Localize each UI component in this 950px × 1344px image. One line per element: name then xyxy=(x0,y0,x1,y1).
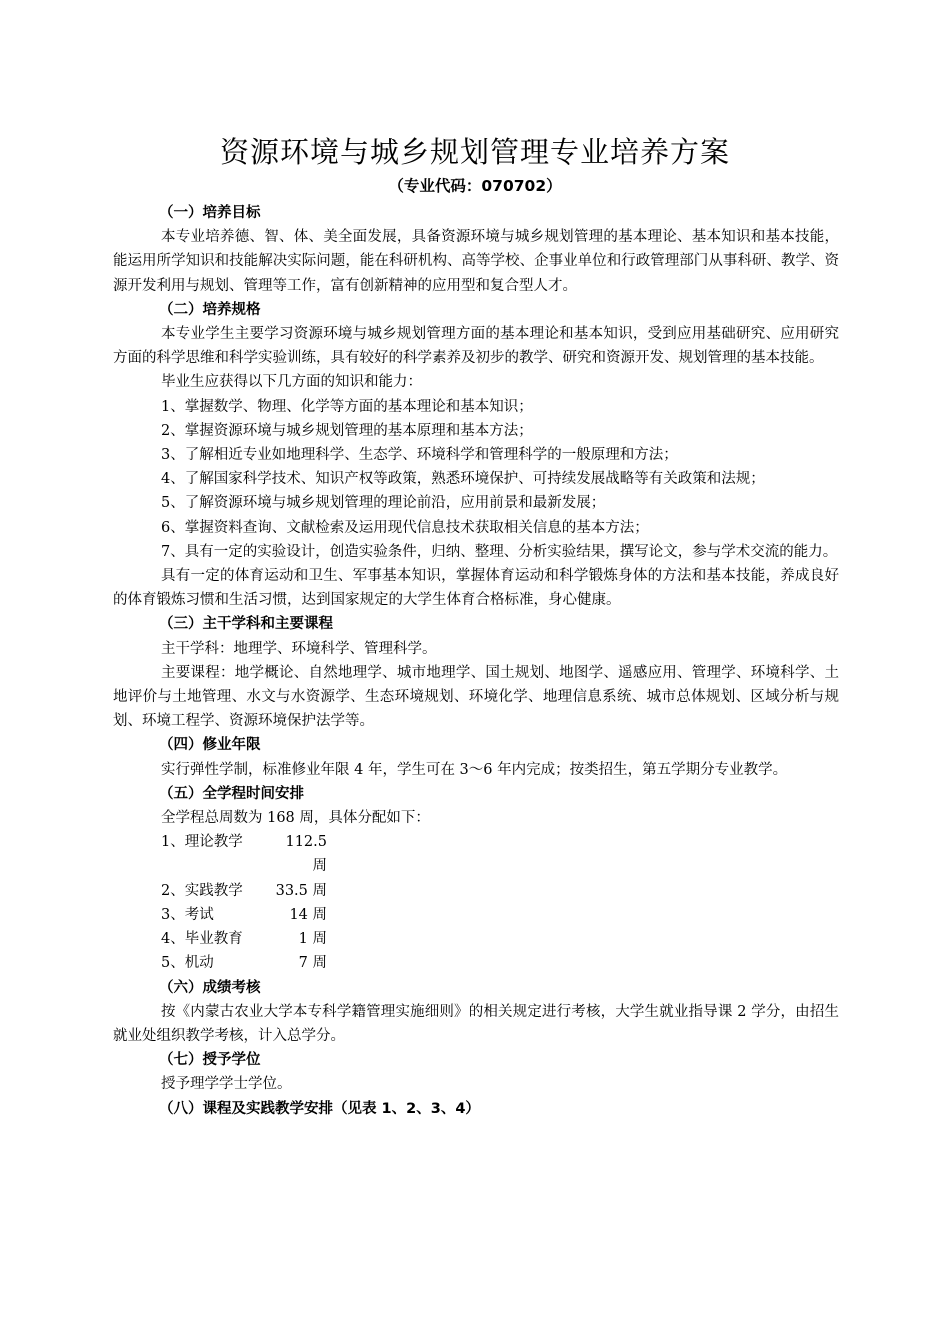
section-heading-study-duration: （四）修业年限 xyxy=(159,737,261,754)
list-item: 4、了解国家科学技术、知识产权等政策，熟悉环境保护、可持续发展战略等有关政策和法规； xyxy=(161,471,765,488)
schedule-row xyxy=(113,903,839,927)
schedule-row xyxy=(113,879,839,903)
paragraph-objectives: 本专业培养德、智、体、美全面发展，具备资源环境与城乡规划管理的基本理论、基本知识和基本技能，能运用所学知识和技能解决实际问题，能在科研机构、高等学校、企事业单位和行政管理部门从事科研、教学、资源开发利用与规划、管理等工作，富有创新精神的应用型和复合型人才。 xyxy=(113,229,839,294)
schedule-weeks: 1 周 xyxy=(298,931,327,948)
schedule-weeks: 7 周 xyxy=(298,955,327,972)
paragraph-degree: 授予理学学士学位。 xyxy=(161,1076,292,1093)
document-title: 资源环境与城乡规划管理专业培养方案 xyxy=(219,135,730,169)
schedule-item: 5、机动 xyxy=(161,955,214,972)
section-heading-assessment: （六）成绩考核 xyxy=(159,979,261,996)
schedule-weeks: 33.5 周 xyxy=(275,882,327,899)
section-heading-disciplines-courses: （三）主干学科和主要课程 xyxy=(159,616,333,633)
paragraph-graduate-abilities-intro: 毕业生应获得以下几方面的知识和能力： xyxy=(161,374,422,391)
schedule-item: 1、理论教学 xyxy=(161,834,243,851)
section-heading-degree: （七）授予学位 xyxy=(159,1052,261,1069)
paragraph-study-duration: 实行弹性学制，标准修业年限 4 年，学生可在 3～6 年内完成；按类招生，第五学期分专业教学。 xyxy=(161,761,788,778)
paragraph-main-courses: 主要课程：地学概论、自然地理学、城市地理学、国土规划、地图学、遥感应用、管理学、环境科学、土地评价与土地管理、水文与水资源学、生态环境规划、环境化学、地理信息系统、城市总体规划、区域分析与规划、环境工程学、资源环境保护法学等。 xyxy=(113,664,839,730)
list-item: 1、掌握数学、物理、化学等方面的基本理论和基本知识； xyxy=(161,398,533,415)
paragraph-main-disciplines: 主干学科：地理学、环境科学、管理科学。 xyxy=(161,640,437,657)
section-heading-specifications: （二）培养规格 xyxy=(159,301,261,318)
major-code: （专业代码：070702） xyxy=(388,177,562,195)
document-body xyxy=(113,201,839,1121)
list-item: 2、掌握资源环境与城乡规划管理的基本原理和基本方法； xyxy=(161,422,533,439)
section-heading-time-schedule: （五）全学程时间安排 xyxy=(159,785,304,802)
list-item: 3、了解相近专业如地理科学、生态学、环境科学和管理科学的一般原理和方法； xyxy=(161,447,678,464)
schedule-weeks: 112.5 周 xyxy=(285,834,327,875)
paragraph-specifications: 本专业学生主要学习资源环境与城乡规划管理方面的基本理论和基本知识，受到应用基础研究、应用研究方面的科学思维和科学实验训练，具有较好的科学素养及初步的教学、研究和资源开发、规划管理的基本技能。 xyxy=(113,326,839,367)
schedule-item: 4、毕业教育 xyxy=(161,931,243,948)
schedule-item: 2、实践教学 xyxy=(161,882,243,899)
schedule-row xyxy=(113,951,839,975)
schedule-weeks: 14 周 xyxy=(289,906,327,923)
section-heading-course-arrangement: （八）课程及实践教学安排（见表 1、2、3、4） xyxy=(159,1100,480,1117)
paragraph-assessment: 按《内蒙古农业大学本专科学籍管理实施细则》的相关规定进行考核，大学生就业指导课 2 学分，由招生就业处组织教学考核，计入总学分。 xyxy=(113,1003,839,1044)
list-item: 6、掌握资料查询、文献检索及运用现代信息技术获取相关信息的基本方法； xyxy=(161,519,649,536)
list-item: 7、具有一定的实验设计，创造实验条件，归纳、整理、分析实验结果，撰写论文，参与学术交流的能力。 xyxy=(161,543,838,560)
section-heading-objectives: （一）培养目标 xyxy=(159,205,261,221)
schedule-item: 3、考试 xyxy=(161,906,214,923)
schedule-row xyxy=(113,830,839,878)
paragraph-total-weeks: 全学程总周数为 168 周，具体分配如下： xyxy=(161,810,430,827)
list-item: 5、了解资源环境与城乡规划管理的理论前沿，应用前景和最新发展； xyxy=(161,495,606,512)
schedule-row xyxy=(113,927,839,951)
paragraph-physical-health: 具有一定的体育运动和卫生、军事基本知识，掌握体育运动和科学锻炼身体的方法和基本技能，养成良好的体育锻炼习惯和生活习惯，达到国家规定的大学生体育合格标准，身心健康。 xyxy=(113,568,839,609)
